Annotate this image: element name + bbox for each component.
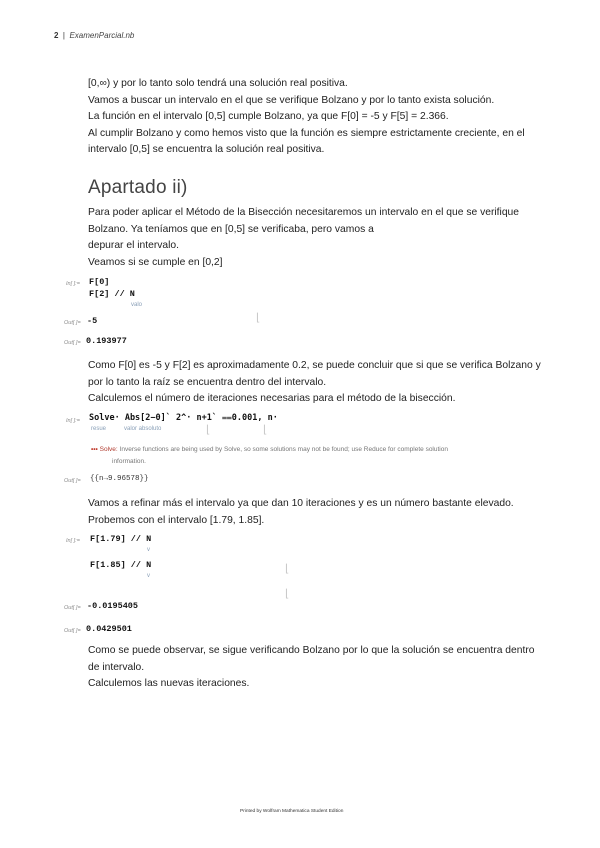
page-header <box>54 31 134 40</box>
text-line: de intervalo. <box>88 661 145 673</box>
text-line: Calculemos el número de iteraciones necesarias para el método de la bisección. <box>88 393 456 404</box>
output-value: 0.193977 <box>86 336 127 346</box>
input-code-line[interactable]: F[1.85] // N <box>90 560 152 570</box>
message-continuation: information. <box>112 458 146 465</box>
message-dots-icon[interactable]: ••• <box>91 446 98 453</box>
output-label: Out[ ]= <box>64 628 81 634</box>
paragraph-3 <box>88 496 514 529</box>
code-comment: valor absoluto <box>124 426 162 432</box>
cell-bracket: ⌊ <box>256 311 261 324</box>
input-label: In[ ]:= <box>66 538 80 544</box>
output-label: Out[ ]= <box>64 478 81 484</box>
message-text: Inverse functions are being used by Solve, so some solutions may not be found; use Reduce for complete solution <box>119 446 448 453</box>
text-line: Vamos a buscar un intervalo en el que se verifique Bolzano y por lo tanto exista solución. <box>88 94 495 106</box>
code-comment: v <box>147 547 150 553</box>
message-line <box>91 446 448 453</box>
input-code-line[interactable]: F[1.79] // N <box>90 534 152 544</box>
output-label: Out[ ]= <box>64 320 81 326</box>
message-source: Solve: <box>99 446 118 453</box>
input-label: In[ ]:= <box>66 418 80 424</box>
input-label: In[ ]:= <box>66 281 80 287</box>
input-code-line[interactable]: F[2] // N <box>89 289 135 299</box>
output-value: 0.0429501 <box>86 624 132 634</box>
text-line: depurar el intervalo. <box>88 240 180 251</box>
text-line: Para poder aplicar el Método de la Bisección necesitaremos un intervalo en el que se verifique <box>88 207 520 218</box>
text-line: Calculemos las nuevas iteraciones. <box>88 678 250 689</box>
header-separator: | <box>62 31 65 40</box>
paragraph-4 <box>88 643 534 693</box>
cell-bracket: ⌊ <box>285 587 290 600</box>
text-line: Vamos a refinar más el intervalo ya que dan 10 iteraciones y es un número bastante elevado. <box>88 498 514 509</box>
text-line: Bolzano. Ya teníamos que en [0,5] se verificaba, pero vamos a <box>88 223 374 235</box>
paragraph-1 <box>88 205 519 271</box>
input-code-line[interactable]: Solve· Abs[2−0]` 2^· n+1` ⩵0.001, n· <box>89 413 278 423</box>
page-footer: Printed by Wolfram Mathematica Student Edition <box>240 809 344 814</box>
cell-bracket: ⌊ <box>285 562 290 575</box>
output-label: Out[ ]= <box>64 605 81 611</box>
text-line: Al cumplir Bolzano y como hemos visto que la función es siempre estrictamente creciente, en el <box>88 127 525 139</box>
text-line: por lo tanto la raíz se encuentra dentro del intervalo. <box>88 376 327 388</box>
output-label: Out[ ]= <box>64 340 81 346</box>
output-value: -5 <box>87 316 98 326</box>
cell-bracket: ⌊ <box>206 423 211 436</box>
output-value: {{n→9.96578}} <box>90 475 149 483</box>
text-line: intervalo [0,5] se encuentra la solución real positiva. <box>88 144 325 155</box>
text-line: Probemos con el intervalo [1.79, 1.85]. <box>88 514 265 526</box>
code-comment: v <box>147 573 150 579</box>
paragraph-2 <box>88 358 541 408</box>
text-line: [0,∞) y por lo tanto solo tendrá una solución real positiva. <box>88 78 348 89</box>
section-title: Apartado ii) <box>88 177 188 198</box>
text-line: Como se puede observar, se sigue verificando Bolzano por lo que la solución se encuentra dentro <box>88 645 535 656</box>
page-number: 2 <box>54 31 59 40</box>
code-comment: resue <box>91 426 107 432</box>
text-line: Veamos si se cumple en [0,2] <box>88 256 223 268</box>
output-value: -0.0195405 <box>87 601 139 611</box>
code-comment: valo <box>131 302 143 308</box>
intro-text <box>88 76 525 159</box>
text-line: Como F[0] es -5 y F[2] es aproximadamente 0.2, se puede concluir que si que se verifica Bolzano y <box>88 360 541 371</box>
notebook-file-name: ExamenParcial.nb <box>69 31 135 40</box>
text-line: La función en el intervalo [0,5] cumple Bolzano, ya que F[0] = -5 y F[5] = 2.366. <box>88 111 449 122</box>
input-code-line[interactable]: F[0] <box>89 277 110 287</box>
cell-bracket: ⌊ <box>263 423 268 436</box>
